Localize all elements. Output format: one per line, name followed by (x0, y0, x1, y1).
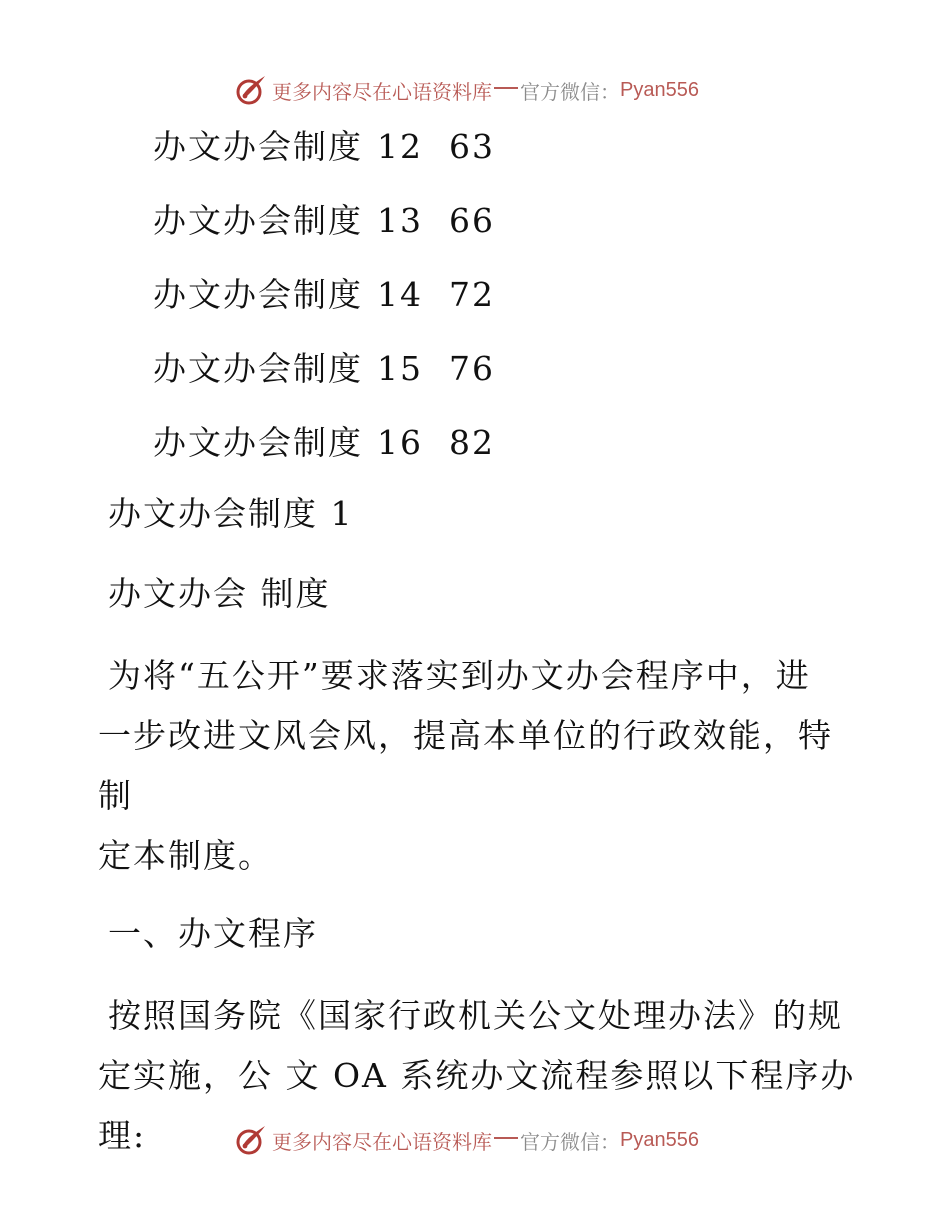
intro-line: 定本制度。 (98, 836, 273, 875)
banner-text: 更多内容尽在心语资料库 (272, 79, 492, 104)
toc-item-title: 办文办会制度 (153, 127, 363, 166)
banner-source: 官方微信： (520, 1129, 620, 1154)
procedure-line: 定实施，公 文 OA 系统办文流程参照以下程序办 (98, 1056, 856, 1095)
toc-item-page: 82 (449, 423, 495, 462)
section-heading: 一、办文程序 (108, 914, 318, 953)
document-title: 办文办会制度 1 (108, 494, 354, 533)
toc-item-number: 14 (377, 275, 423, 314)
banner-wechat-id: Pyan556 (620, 1128, 699, 1151)
toc-item-number: 13 (377, 201, 423, 240)
toc-item-page: 76 (449, 349, 495, 388)
banner-dash (494, 87, 518, 89)
intro-line: 一步改进文风会风，提高本单位的行政效能，特制 (98, 716, 833, 815)
procedure-line: 按照国务院《国家行政机关公文处理办法》的规 (108, 996, 843, 1035)
intro-paragraph (98, 646, 858, 886)
toc-item-title: 办文办会制度 (153, 275, 363, 314)
toc-item-number: 15 (377, 349, 423, 388)
brush-logo-icon (234, 1123, 268, 1157)
toc-item (153, 270, 495, 344)
banner-text: 更多内容尽在心语资料库 (272, 1129, 492, 1154)
toc-item (153, 122, 495, 196)
toc-item-title: 办文办会制度 (153, 201, 363, 240)
document-body (98, 486, 858, 1186)
toc-item (153, 196, 495, 270)
toc-item-page: 63 (449, 127, 495, 166)
toc-item-title: 办文办会制度 (153, 423, 363, 462)
toc-item (153, 344, 495, 418)
toc-item-number: 16 (377, 423, 423, 462)
banner-source: 官方微信： (520, 79, 620, 104)
toc-item-number: 12 (377, 127, 423, 166)
header-watermark-banner (234, 72, 699, 108)
intro-line: 为将“五公开”要求落实到办文办会程序中，进 (108, 656, 811, 695)
table-of-contents (153, 122, 495, 492)
toc-item-page: 66 (449, 201, 495, 240)
banner-wechat-id: Pyan556 (620, 78, 699, 101)
banner-dash (494, 1137, 518, 1139)
toc-item-page: 72 (449, 275, 495, 314)
document-subtitle: 办文办会 制度 (108, 574, 331, 613)
toc-item-title: 办文办会制度 (153, 349, 363, 388)
footer-watermark-banner (234, 1122, 699, 1158)
toc-item (153, 418, 495, 492)
procedure-line: 理: (98, 1116, 147, 1155)
brush-logo-icon (234, 73, 268, 107)
